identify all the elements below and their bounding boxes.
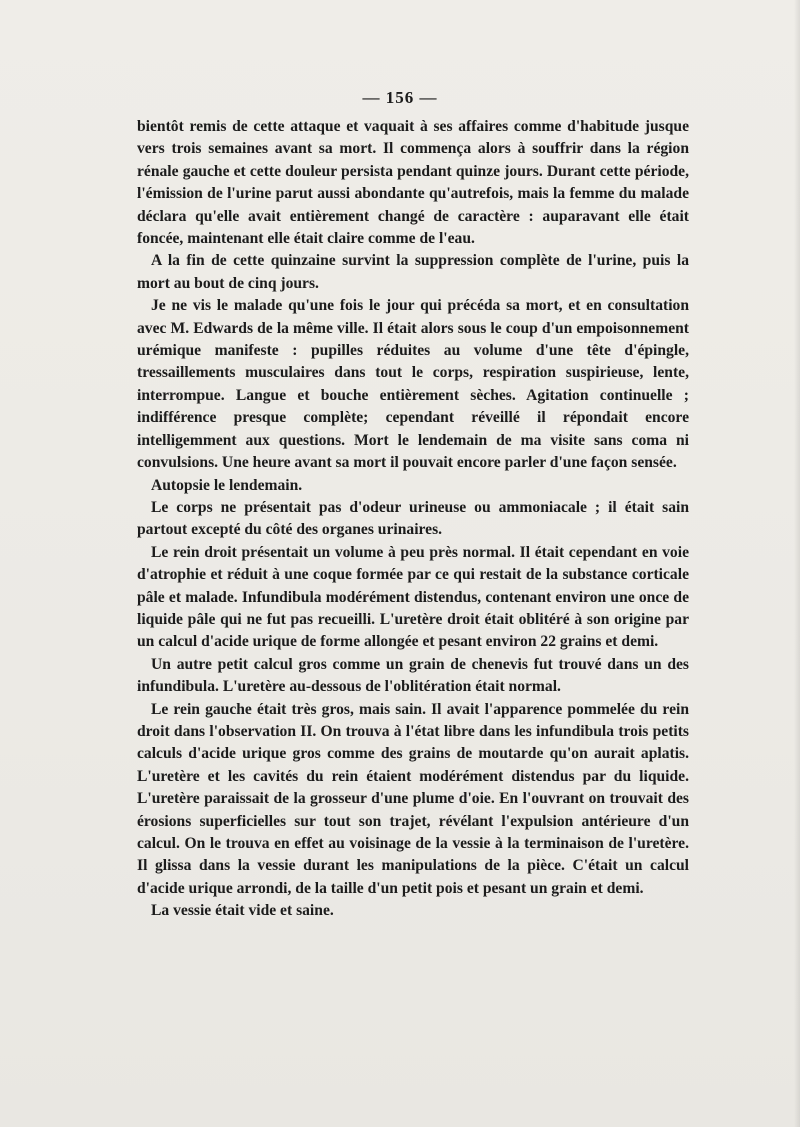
paragraph-consultation: Je ne vis le malade qu'une fois le jour qui précéda sa mort, et en consultation avec M. Edwards de la même ville. Il était alors sous le coup d'un empoisonnement urémique manifeste : pupilles réduites au volume d'une tête d'épingle, tressaillements musculaires dans tout le corps, respiration suspirieuse, lente, interrompue. Langue et bouche entièrement sèches. Agitation continuelle ; indifférence presque complète; cependant réveillé il répondait encore intelligemment aux questions. Mort le lendemain de ma visite sans coma ni convulsions. Une heure avant sa mort il pouvait encore parler d'une façon sensée.: [137, 297, 689, 472]
paragraph-left-kidney: Le rein gauche était très gros, mais sain. Il avait l'apparence pommelée du rein droit dans l'observation II. On trouva à l'état libre dans les infundibula trois petits calculs d'acide urique gros comme des grains de moutarde qu'on aurait aplatis. L'uretère et les cavités du rein étaient modérément distendus par du liquide. L'uretère paraissait de la grosseur d'une plume d'oie. En l'ouvrant on trouvait des érosions superficielles sur tout son trajet, révélant l'expulsion antérieure d'un calcul. On le trouva en effet au voisinage de la vessie à la terminaison de l'uretère. Il glissa dans la vessie durant les manipulations de la pièce. C'était un calcul d'acide urique arrondi, de la taille d'un petit pois et pesant un grain et demi.: [137, 700, 689, 897]
paragraph-body-exam: Le corps ne présentait pas d'odeur urineuse ou ammoniacale ; il était sain partout excepté du côté des organes urinaires.: [137, 498, 689, 539]
page-edge-shadow: [794, 0, 800, 1127]
paragraph-second-calculus: Un autre petit calcul gros comme un grain de chenevis fut trouvé dans un des infundibula. L'uretère au-dessous de l'oblitération était normal.: [137, 655, 689, 696]
paragraph-bladder: La vessie était vide et saine.: [151, 902, 334, 920]
page-number: — 156 —: [362, 88, 438, 107]
body-text: [137, 116, 689, 923]
paragraph-right-kidney: Le rein droit présentait un volume à peu près normal. Il était cependant en voie d'atrophie et réduit à une coque formée par ce qui restait de la substance corticale pâle et malade. Infundibula modérément distendus, contenant environ une once de liquide pâle qui ne fut pas recueilli. L'uretère droit était oblitéré à son origine par un calcul d'acide urique de forme allongée et pesant environ 22 grains et demi.: [137, 543, 689, 651]
paragraph-continuation: bientôt remis de cette attaque et vaquait à ses affaires comme d'habitude jusque vers trois semaines avant sa mort. Il commença alors à souffrir dans la région rénale gauche et cette douleur persista pendant quinze jours. Durant cette période, l'émission de l'urine parut aussi abondante qu'autrefois, mais la femme du malade déclara qu'elle avait entièrement changé de caractère : auparavant elle était foncée, maintenant elle était claire comme de l'eau.: [137, 118, 689, 248]
paragraph-suppression: A la fin de cette quinzaine survint la suppression complète de l'urine, puis la mort au bout de cinq jours.: [137, 252, 689, 292]
paragraph-autopsy-heading: Autopsie le lendemain.: [151, 476, 303, 494]
